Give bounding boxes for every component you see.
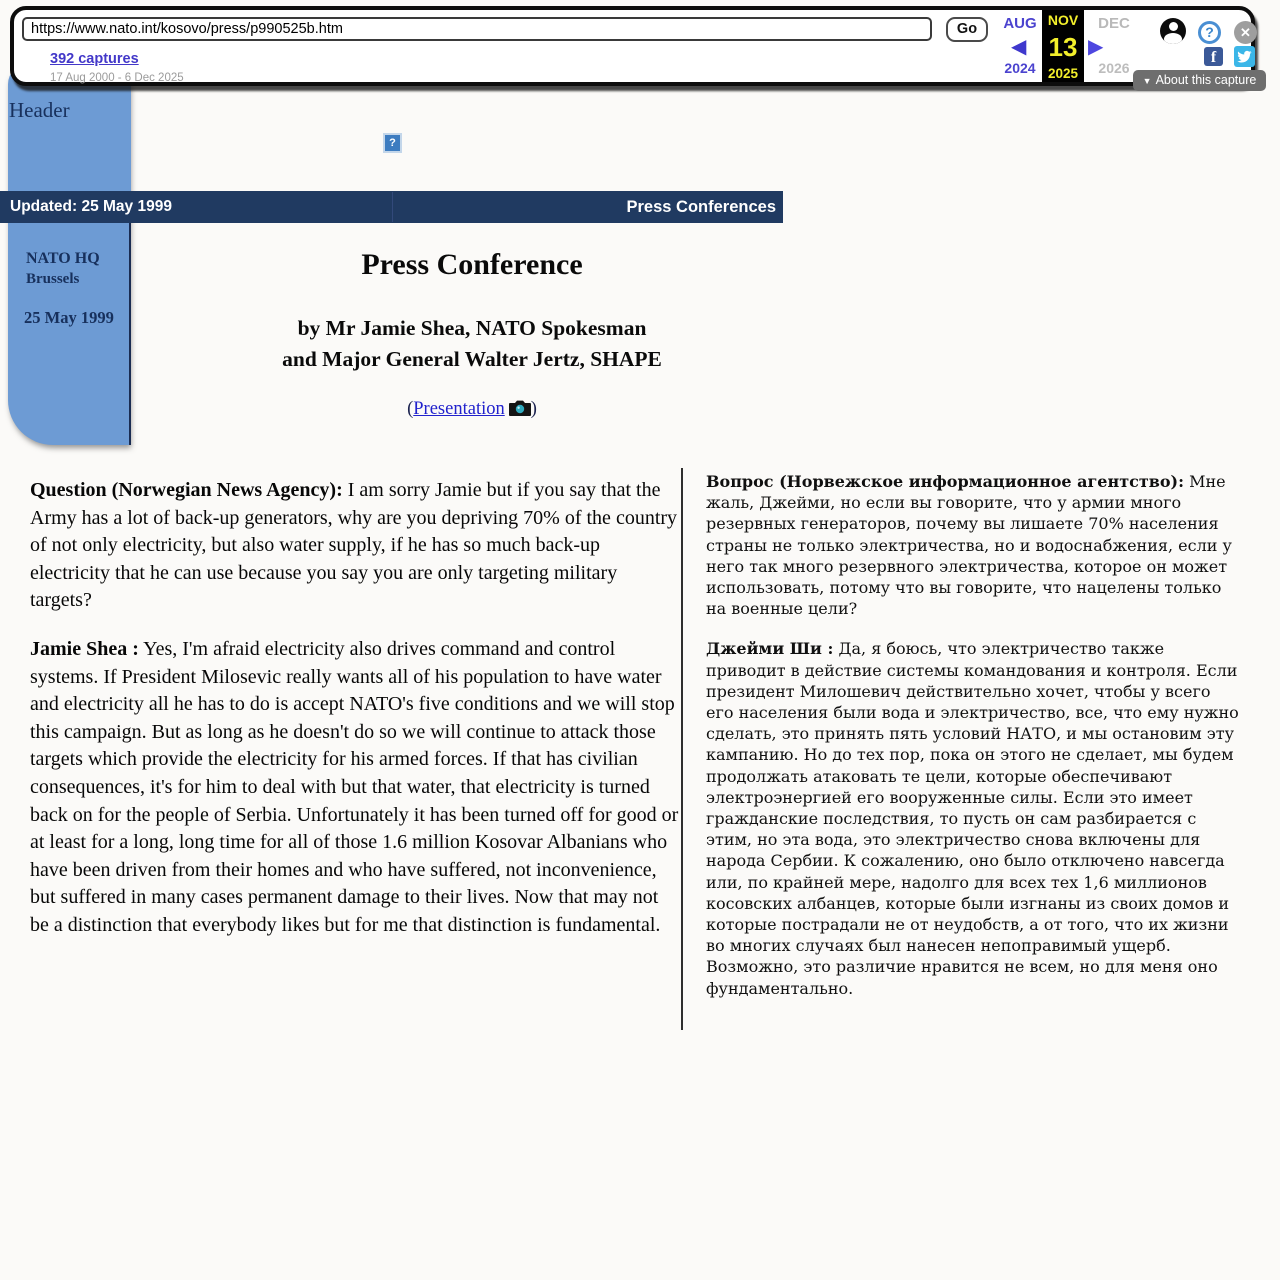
presentation-close-paren: ) <box>530 399 537 419</box>
url-input[interactable] <box>22 17 932 41</box>
presentation-link[interactable]: Presentation <box>413 399 505 419</box>
close-icon[interactable]: ✕ <box>1234 21 1257 44</box>
help-icon[interactable]: ? <box>1198 21 1221 44</box>
english-question-paragraph <box>30 477 680 615</box>
transcript-english <box>30 477 680 940</box>
english-question-text: I am sorry Jamie but if you say that the Army has a lot of back-up generators, why are you depriving 70% of the country of not only electricity, but also water supply, if he has so much back-up electricity that he can use because you say you are only targeting military targets? <box>30 479 678 612</box>
twitter-bird-icon <box>1237 49 1252 64</box>
go-button[interactable]: Go <box>946 17 988 42</box>
prev-capture-arrow-icon[interactable]: ◀ <box>1011 36 1027 58</box>
current-day-label: 13 <box>1048 32 1078 62</box>
sidebar-header-label: Header <box>9 98 70 122</box>
presentation-open-paren: ( <box>407 399 414 419</box>
next-capture-arrow-icon[interactable]: ▶ <box>1088 36 1104 58</box>
sidebar-date-label: 25 May 1999 <box>24 308 114 327</box>
camera-icon <box>509 400 531 416</box>
page-subtitle <box>140 313 804 374</box>
captures-link[interactable]: 392 captures <box>50 51 139 67</box>
russian-question-paragraph <box>706 471 1243 619</box>
current-capture-date-box <box>1042 10 1084 82</box>
english-answer-speaker: Jamie Shea : <box>30 637 139 660</box>
section-label: Press Conferences <box>626 198 776 216</box>
next-year-label: 2026 <box>1098 60 1130 76</box>
presentation-row <box>140 399 804 420</box>
page-status-bar <box>0 191 783 223</box>
column-divider <box>681 468 683 1030</box>
wayback-toolbar <box>10 6 1255 86</box>
transcript-russian <box>706 471 1243 999</box>
prev-month-label[interactable]: AUG <box>1003 15 1037 32</box>
current-month-label: NOV <box>1047 12 1079 28</box>
russian-answer-text: Да, я боюсь, что электричество также приводит в действие системы командования и контроля. Если президент Милошевич действительно хочет, чтобы у всего его населения были вода и электричество, все, что ему нужно сделать, это принять пять условий НАТО, и мы остановим эту кампанию. Но до тех пор, пока он этого не сделает, мы будем продолжать атаковать те цели, которые обеспечивают электроэнергией его вооруженные силы. Если это имеет гражданские последствия, то пусть он сам разбирается с этим, но эта вода, это электричество снова включены для народа Сербии. К сожалению, оно было отключено навсегда или, по крайней мере, надолго для всех тех 1,6 миллионов косовских албанцев, которые были изгнаны из своих домов и которые пострадали не от неудобств, а от того, что их жизни во многих случаях был нанесен непоправимый ущерб. Возможно, это различие нравится не всем, но для меня оно фундаментально. <box>706 639 1239 998</box>
english-answer-paragraph <box>30 636 680 940</box>
russian-answer-speaker: Джейми Ши : <box>706 639 834 659</box>
facebook-share-icon[interactable]: f <box>1204 47 1223 66</box>
russian-question-text: Мне жаль, Джейми, но если вы говорите, что у армии много резервных генераторов, почему вы лишаете 70% населения страны не только электричества, но и водоснабжения, если у него так много резервного электричества, которое он может использовать, потому что вы говорите, что нацелены только на военные цели? <box>706 472 1232 619</box>
current-year-label: 2025 <box>1047 66 1079 81</box>
updated-date-label: Updated: 25 May 1999 <box>10 198 172 215</box>
capture-date-range: 17 Aug 2000 - 6 Dec 2025 <box>50 72 184 84</box>
sidebar-city-label: Brussels <box>26 271 80 287</box>
english-question-speaker: Question (Norwegian News Agency): <box>30 479 343 501</box>
status-bar-divider <box>392 192 393 222</box>
about-this-capture-button[interactable] <box>1133 70 1266 91</box>
profile-icon[interactable] <box>1160 18 1186 44</box>
russian-answer-paragraph <box>706 638 1243 998</box>
sidebar-right-border <box>129 223 131 445</box>
twitter-share-icon[interactable] <box>1234 46 1255 67</box>
left-sidebar <box>8 64 131 445</box>
russian-question-speaker: Вопрос (Норвежское информационное агентство): <box>706 472 1185 491</box>
english-answer-text: Yes, I'm afraid electricity also drives command and control systems. If President Milosevic really wants all of his population to have water and electricity all he has to do is accept NATO's five conditions and we will stop this campaign. But as long as he doesn't do so we will continue to attack those targets which provide the electricity for his armed forces. If that has civilian consequences, it's for him to deal with but that water, that electricity is turned back on for the people of Serbia. Unfortunately it has been turned off for good or at least for a long, long time for all of those 1.6 million Kosovar Albanians who have been driven from their homes and who have suffered, not inconvenience, but suffered in many cases permanent damage to their lives. Now that may not be a distinction that everybody likes but for me that distinction is fundamental. <box>30 637 679 936</box>
prev-year-label[interactable]: 2024 <box>1004 60 1036 76</box>
about-this-capture-label: About this capture <box>1155 73 1257 87</box>
subtitle-line-1: by Mr Jamie Shea, NATO Spokesman <box>297 316 647 340</box>
subtitle-line-2: and Major General Walter Jertz, SHAPE <box>282 346 662 371</box>
broken-image-icon: ? <box>383 133 402 153</box>
page-title: Press Conference <box>361 248 583 281</box>
next-month-label: DEC <box>1098 15 1130 32</box>
sidebar-org-label: NATO HQ <box>26 250 100 267</box>
caret-down-icon: ▼ <box>1142 76 1152 86</box>
